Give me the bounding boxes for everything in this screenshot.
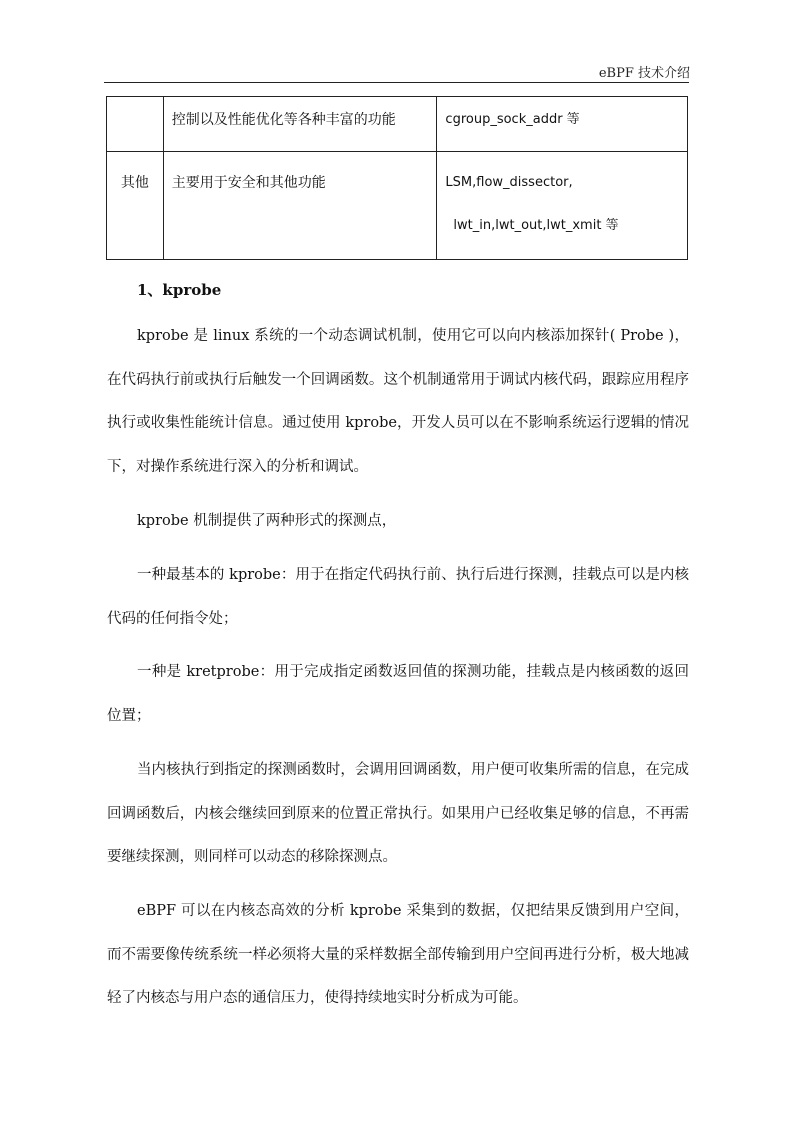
paragraph-kprobe-basic: 一种最基本的 kprobe：用于在指定代码执行前、执行后进行探测，挂载点可以是内核代码的任何指令处；: [107, 567, 689, 627]
section-heading: 1、kprobe: [137, 281, 222, 299]
description-text: 主要用于安全和其他功能: [171, 175, 326, 191]
paragraph-kretprobe: 一种是 kretprobe：用于完成指定函数返回值的探测功能，挂载点是内核函数的返回位置；: [107, 664, 689, 724]
paragraph-probe-forms: kprobe 机制提供了两种形式的探测点，: [137, 513, 397, 529]
paragraph-kprobe-intro: kprobe 是 linux 系统的一个动态调试机制，使用它可以向内核添加探针( Probe )，在代码执行前或执行后触发一个回调函数。这个机制通常用于调试内核代码，跟踪应用程序执行或收集性能统计信息。通过使用 kprobe，开发人员可以在不影响系统运行逻辑的情况下，对操作系统进行深入的分析和调试。: [107, 328, 689, 475]
category-cell: [107, 97, 164, 152]
paragraph-callback: 当内核执行到指定的探测函数时，会调用回调函数，用户便可收集所需的信息，在完成回调函数后，内核会继续回到原来的位置正常执行。如果用户已经收集足够的信息，不再需要继续探测，则同样可以动态的移除探测点。: [107, 762, 689, 865]
examples-text: [437, 152, 687, 235]
examples-cell: [437, 152, 688, 260]
examples-text: cgroup_sock_addr 等: [445, 112, 580, 127]
description-text: 控制以及性能优化等各种丰富的功能: [171, 112, 396, 128]
examples-line-2: lwt_in,lwt_out,lwt_xmit 等: [453, 218, 619, 233]
category-text: [107, 97, 163, 111]
examples-line-1: LSM,flow_dissector,: [445, 175, 573, 190]
category-text: 其他: [120, 175, 149, 191]
page-header-title: eBPF 技术介绍: [598, 66, 690, 81]
table-row: [107, 152, 688, 260]
category-cell: [107, 152, 164, 260]
description-cell: [163, 97, 437, 152]
program-type-table: [106, 96, 688, 260]
header-divider: [104, 82, 689, 83]
paragraph-ebpf-analysis: eBPF 可以在内核态高效的分析 kprobe 采集到的数据，仅把结果反馈到用户空间，而不需要像传统系统一样必须将大量的采样数据全部传输到用户空间再进行分析，极大地减轻了内核态与用户态的通信压力，使得持续地实时分析成为可能。: [107, 903, 689, 1006]
table-row: [107, 97, 688, 152]
description-cell: [163, 152, 437, 260]
examples-cell: [437, 97, 688, 152]
